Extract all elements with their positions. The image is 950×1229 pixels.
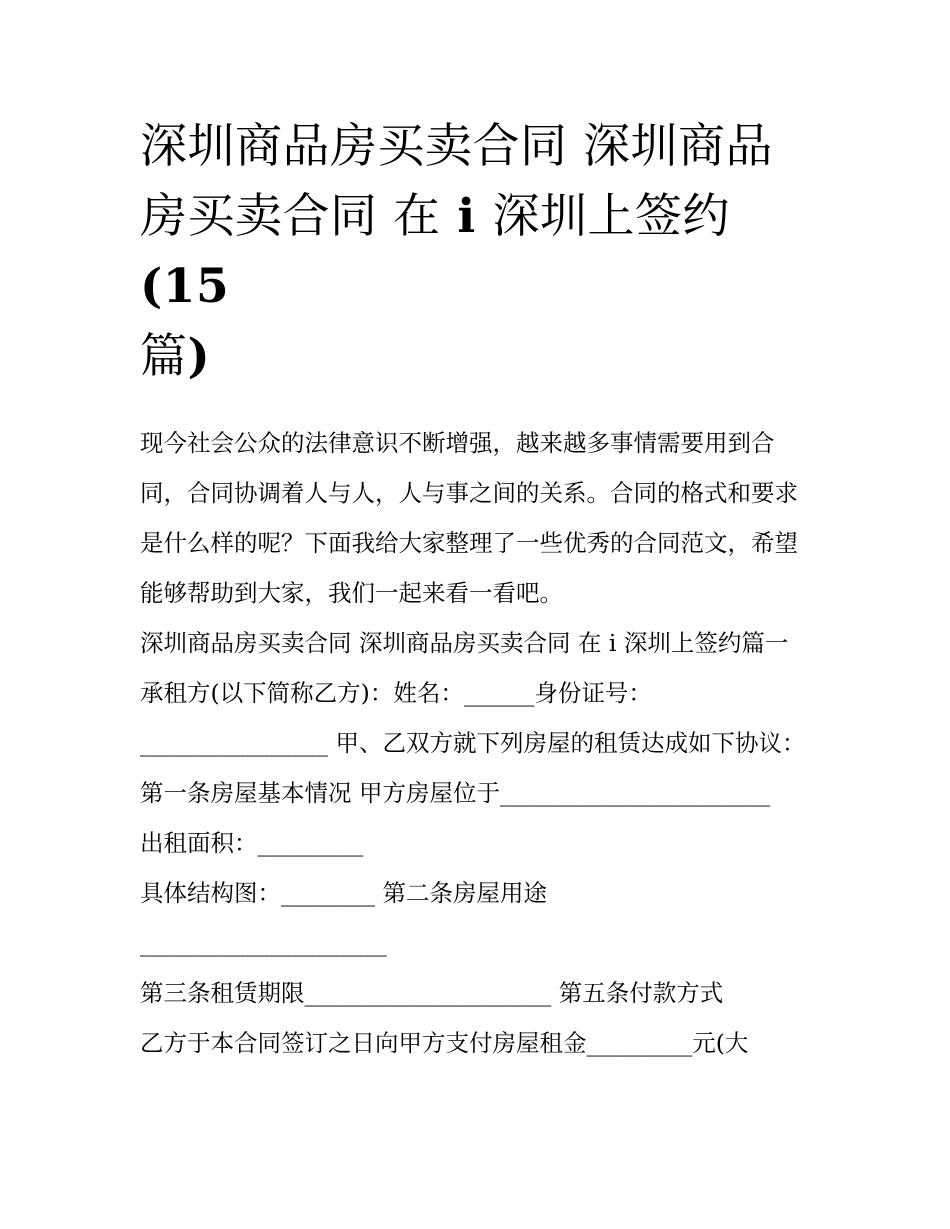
document-page <box>140 112 812 1068</box>
title-text-close: ) <box>187 329 211 384</box>
usage-blank-line: _____________________ <box>140 929 387 957</box>
structure-line: 具体结构图：________ 第二条房屋用途 <box>140 879 547 907</box>
agreement-line: ________________ 甲、乙双方就下列房屋的租赁达成如下协议： <box>140 729 806 757</box>
title-text-3: 篇 <box>140 329 188 384</box>
payment-line: 乙方于本合同签订之日向甲方支付房屋租金_________元(大 <box>140 1029 749 1057</box>
title-text-count: (15 <box>140 259 230 314</box>
article-3-line: 第三条租赁期限_____________________ 第五条付款方式 <box>140 979 724 1007</box>
intro-paragraph: 现今社会公众的法律意识不断增强，越来越多事情需要用到合同，合同协调着人与人，人与事之间的关系。合同的格式和要求是什么样的呢？下面我给大家整理了一些优秀的合同范文，希望能够帮助到大家，我们一起来看一看吧。 <box>140 429 798 607</box>
tenant-line: 承租方(以下简称乙方)：姓名：______身份证号： <box>140 679 652 707</box>
section-heading: 深圳商品房买卖合同 深圳商品房买卖合同 在 i 深圳上签约篇一 <box>140 629 789 657</box>
title-text-i: i <box>440 189 493 244</box>
title-text-1: 深圳商品房买卖合同 深圳商品房买卖合同 在 <box>140 119 773 244</box>
article-1-line: 第一条房屋基本情况 甲方房屋位于_______________________ <box>140 779 771 807</box>
document-title <box>140 112 812 392</box>
area-line: 出租面积：_________ <box>140 829 364 857</box>
document-body <box>140 418 812 1068</box>
title-text-2: 深圳上签约 <box>492 189 731 244</box>
